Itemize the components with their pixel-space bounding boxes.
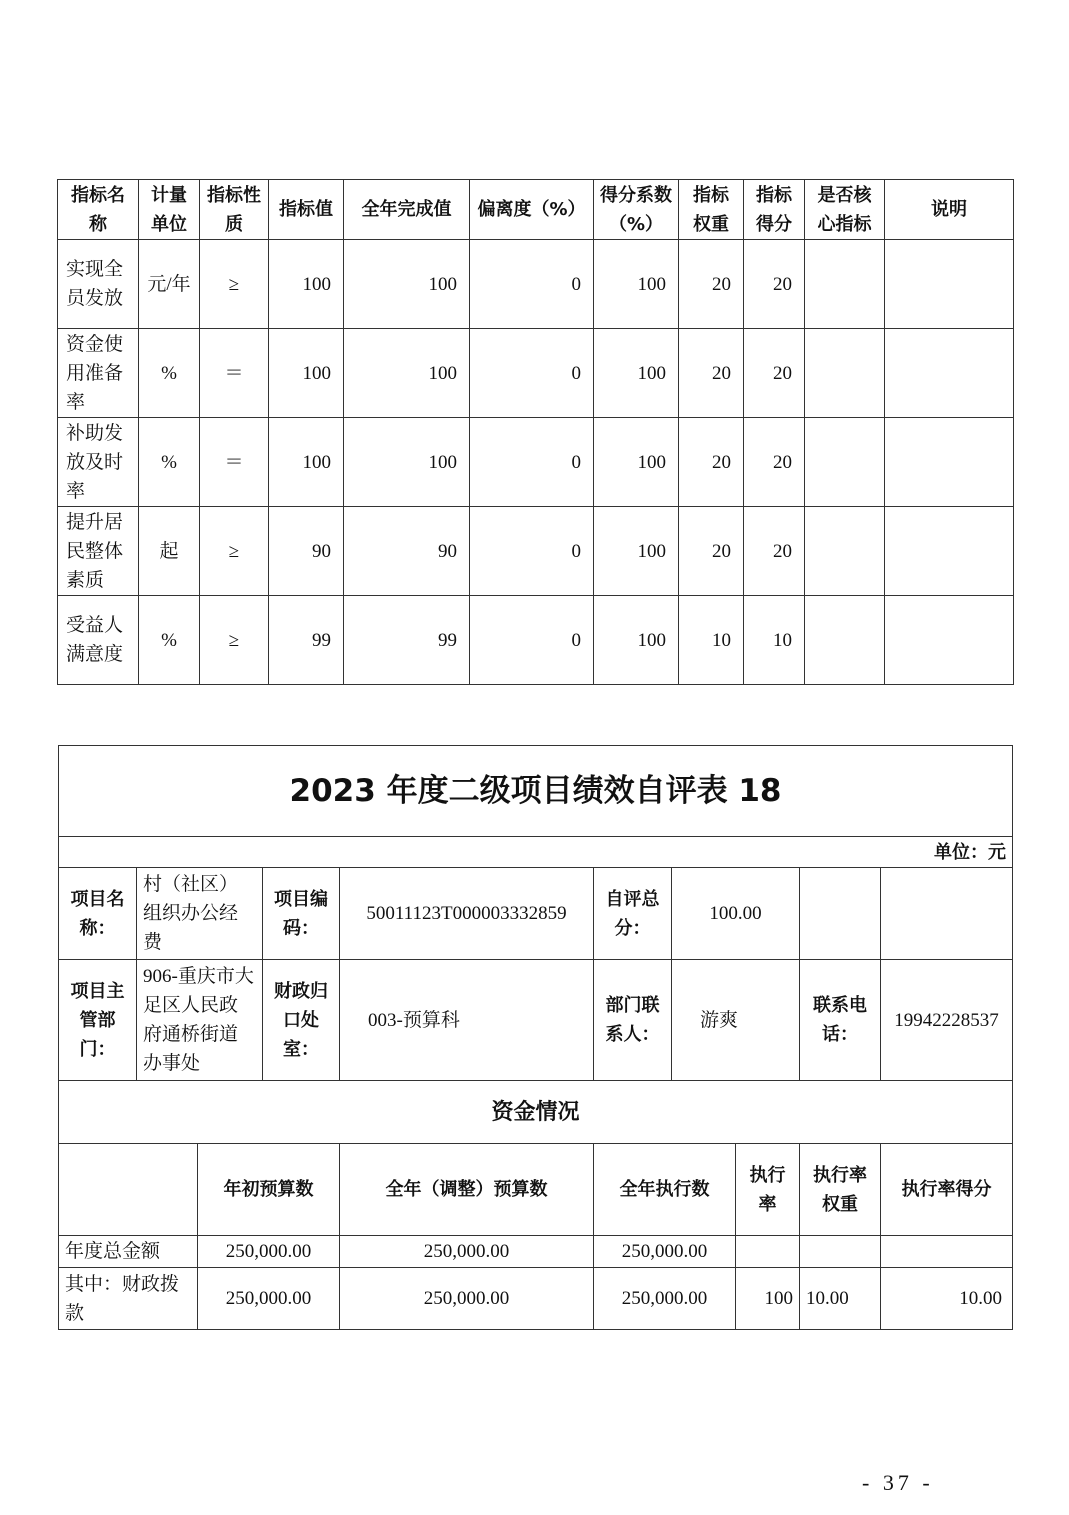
form-title-row: [59, 746, 1013, 837]
self-score: 100.00: [672, 868, 800, 960]
indicator-core: [805, 329, 885, 418]
indicator-score: 20: [744, 418, 805, 507]
funds-row-label: 其中：财政拨款: [59, 1268, 198, 1330]
self-score-label: 自评总分：: [594, 868, 672, 960]
indicator-score: 20: [744, 507, 805, 596]
project-name-label: 项目名称：: [59, 868, 137, 960]
indicator-deviation: 0: [470, 240, 594, 329]
indicator-note: [885, 329, 1014, 418]
evaluation-form-table: [58, 745, 1013, 1330]
funds-section-row: [59, 1081, 1013, 1144]
indicator-coef: 100: [594, 596, 679, 685]
indicator-actual: 100: [344, 240, 470, 329]
funds-rate: 100: [736, 1268, 800, 1330]
project-code-label: 项目编码：: [263, 868, 340, 960]
indicator-unit: %: [139, 596, 200, 685]
indicator-coef: 100: [594, 240, 679, 329]
table-row: [58, 240, 1014, 329]
indicator-actual: 100: [344, 418, 470, 507]
funds-adjusted: 250,000.00: [340, 1236, 594, 1268]
indicator-core: [805, 596, 885, 685]
phone-number: 19942228537: [881, 960, 1013, 1081]
indicator-nature: ＝: [200, 418, 269, 507]
table-row: [58, 596, 1014, 685]
indicator-core: [805, 418, 885, 507]
indicator-coef: 100: [594, 329, 679, 418]
indicator-name: 资金使用准备率: [58, 329, 139, 418]
funds-initial: 250,000.00: [198, 1236, 340, 1268]
indicator-nature: ＝: [200, 329, 269, 418]
indicator-value: 100: [269, 329, 344, 418]
indicator-coef: 100: [594, 507, 679, 596]
phone-label: 联系电话：: [800, 960, 881, 1081]
funds-rate-weight: 10.00: [800, 1268, 881, 1330]
funds-executed: 250,000.00: [594, 1268, 736, 1330]
indicator-unit: %: [139, 418, 200, 507]
indicator-score: 10: [744, 596, 805, 685]
funds-rate: [736, 1236, 800, 1268]
funds-rate-score: [881, 1236, 1013, 1268]
dept-name: 906-重庆市大足区人民政府通桥街道办事处: [137, 960, 263, 1081]
indicator-deviation: 0: [470, 596, 594, 685]
header-cell: 指标性质: [200, 180, 269, 240]
indicator-actual: 100: [344, 329, 470, 418]
indicator-core: [805, 240, 885, 329]
funds-header-cell: 全年执行数: [594, 1144, 736, 1236]
funds-rate-weight: [800, 1236, 881, 1268]
indicator-core: [805, 507, 885, 596]
indicator-nature: ≥: [200, 240, 269, 329]
funds-executed: 250,000.00: [594, 1236, 736, 1268]
header-cell: 说明: [885, 180, 1014, 240]
indicator-note: [885, 418, 1014, 507]
indicator-deviation: 0: [470, 507, 594, 596]
indicator-nature: ≥: [200, 596, 269, 685]
indicator-deviation: 0: [470, 418, 594, 507]
header-cell: 全年完成值: [344, 180, 470, 240]
table-row: [58, 418, 1014, 507]
indicator-deviation: 0: [470, 329, 594, 418]
indicator-note: [885, 507, 1014, 596]
indicator-nature: ≥: [200, 507, 269, 596]
unit-row: [59, 837, 1013, 868]
indicator-score: 20: [744, 329, 805, 418]
project-name: 村（社区）组织办公经费: [137, 868, 263, 960]
indicator-note: [885, 240, 1014, 329]
contact-label: 部门联系人：: [594, 960, 672, 1081]
funds-header-cell: 执行率得分: [881, 1144, 1013, 1236]
indicator-weight: 20: [679, 418, 744, 507]
department-row: [59, 960, 1013, 1081]
header-cell: 指标名称: [58, 180, 139, 240]
funds-header-cell: 执行率权重: [800, 1144, 881, 1236]
funds-row-label: 年度总金额: [59, 1236, 198, 1268]
indicator-weight: 20: [679, 329, 744, 418]
funds-header-cell: 全年（调整）预算数: [340, 1144, 594, 1236]
indicator-value: 90: [269, 507, 344, 596]
indicator-name: 受益人满意度: [58, 596, 139, 685]
table-row: [59, 1268, 1013, 1330]
indicator-score: 20: [744, 240, 805, 329]
indicator-name: 补助发放及时率: [58, 418, 139, 507]
indicator-name: 实现全员发放: [58, 240, 139, 329]
indicator-name: 提升居民整体素质: [58, 507, 139, 596]
header-cell: 指标得分: [744, 180, 805, 240]
unit-label: 单位：元: [59, 837, 1013, 868]
indicator-unit: 元/年: [139, 240, 200, 329]
finance-office: 003-预算科: [340, 960, 594, 1081]
indicator-unit: %: [139, 329, 200, 418]
indicator-header-row: [58, 180, 1014, 240]
header-cell: 计量单位: [139, 180, 200, 240]
project-code: 50011123T000003332859: [340, 868, 594, 960]
indicator-weight: 10: [679, 596, 744, 685]
table-row: [58, 329, 1014, 418]
funds-adjusted: 250,000.00: [340, 1268, 594, 1330]
indicator-actual: 99: [344, 596, 470, 685]
indicator-note: [885, 596, 1014, 685]
indicator-coef: 100: [594, 418, 679, 507]
funds-header-cell: 年初预算数: [198, 1144, 340, 1236]
funds-rate-score: 10.00: [881, 1268, 1013, 1330]
header-cell: 是否核心指标: [805, 180, 885, 240]
indicator-value: 100: [269, 240, 344, 329]
empty-cell: [881, 868, 1013, 960]
dept-label: 项目主管部门：: [59, 960, 137, 1081]
indicator-weight: 20: [679, 240, 744, 329]
funds-section-title: 资金情况: [59, 1081, 1013, 1144]
page-number: - 37 -: [862, 1470, 934, 1495]
finance-office-label: 财政归口处室：: [263, 960, 340, 1081]
empty-cell: [800, 868, 881, 960]
table-row: [59, 1236, 1013, 1268]
indicator-unit: 起: [139, 507, 200, 596]
indicator-table: [57, 179, 1014, 685]
indicator-value: 100: [269, 418, 344, 507]
project-info-row: [59, 868, 1013, 960]
indicator-actual: 90: [344, 507, 470, 596]
header-cell: 得分系数（%）: [594, 180, 679, 240]
header-cell: 指标值: [269, 180, 344, 240]
funds-header-row: [59, 1144, 1013, 1236]
contact-name: 游爽: [672, 960, 800, 1081]
empty-cell: [59, 1144, 198, 1236]
indicator-weight: 20: [679, 507, 744, 596]
funds-initial: 250,000.00: [198, 1268, 340, 1330]
funds-header-cell: 执行率: [736, 1144, 800, 1236]
form-title: 2023 年度二级项目绩效自评表 18: [59, 746, 1013, 837]
header-cell: 指标权重: [679, 180, 744, 240]
table-row: [58, 507, 1014, 596]
indicator-value: 99: [269, 596, 344, 685]
header-cell: 偏离度（%）: [470, 180, 594, 240]
